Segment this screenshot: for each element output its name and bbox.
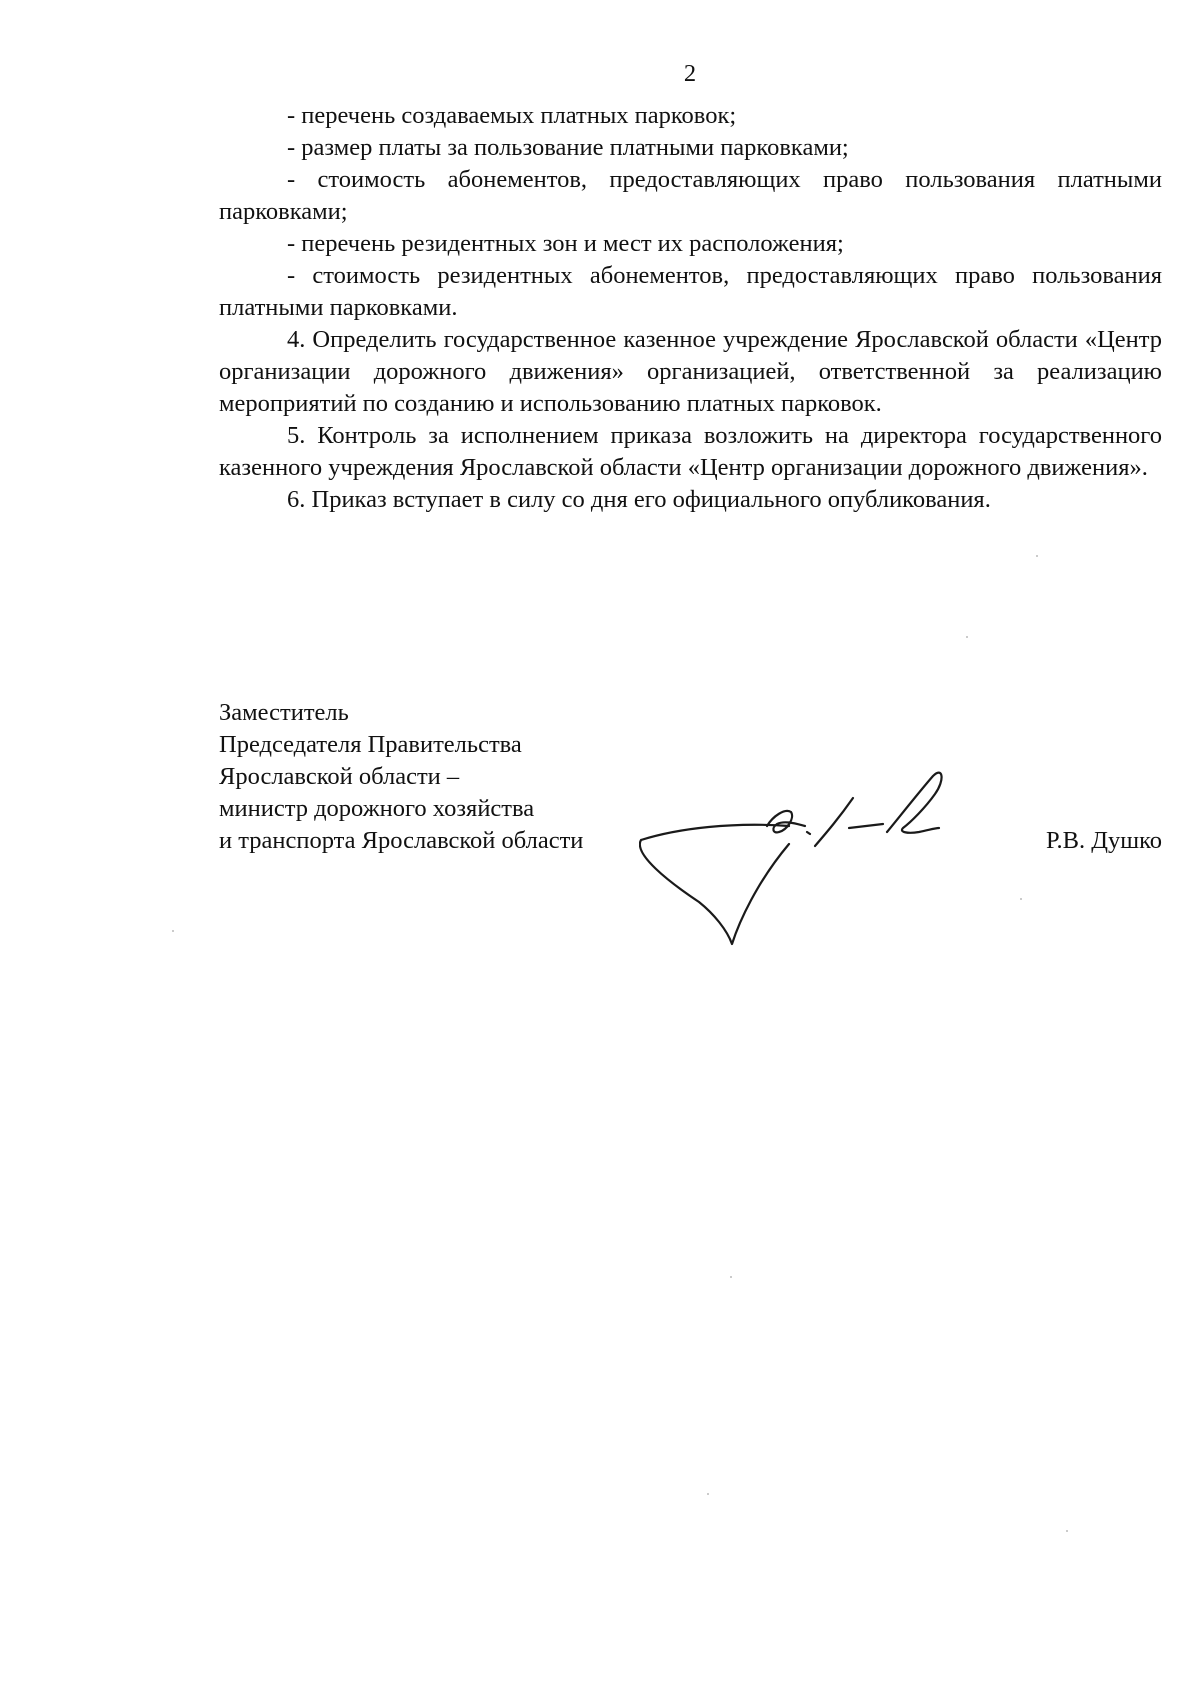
list-item-resident-subscription-cost: - стоимость резидентных абонементов, предоставляющих право пользования платными парковками.	[219, 262, 1162, 321]
signer-name: Р.В. Душко	[1045, 827, 1162, 854]
clause-5: 5. Контроль за исполнением приказа возложить на директора государственного казенного учреждения Ярославской области «Центр организации дорожного движения».	[219, 422, 1162, 481]
scan-speck	[172, 930, 174, 932]
scan-speck	[707, 1493, 709, 1495]
document-body	[219, 100, 1162, 516]
scan-speck	[966, 636, 968, 638]
list-item-resident-zones: - перечень резидентных зон и мест их расположения;	[287, 230, 844, 257]
list-item-subscription-cost: - стоимость абонементов, предоставляющих право пользования платными парковками;	[219, 166, 1162, 225]
list-item-parking-fee: - размер платы за пользование платными парковками;	[287, 134, 849, 161]
handwritten-signature	[639, 762, 969, 952]
list-item-paid-parking-list: - перечень создаваемых платных парковок;	[287, 102, 737, 129]
page-number: 2	[683, 60, 697, 87]
scan-speck	[1066, 1530, 1068, 1532]
scan-speck	[1020, 898, 1022, 900]
signer-position-line: Ярославской области –	[219, 763, 460, 790]
signer-position-line: Председателя Правительства	[219, 731, 522, 758]
scan-speck	[1036, 555, 1038, 557]
signer-position-line: министр дорожного хозяйства	[219, 795, 535, 822]
signature-block	[219, 697, 1162, 997]
signer-position-line: Заместитель	[219, 699, 349, 726]
signer-position-line: и транспорта Ярославской области	[219, 827, 584, 854]
scan-speck	[730, 1276, 732, 1278]
clause-4: 4. Определить государственное казенное учреждение Ярославской области «Центр организации дорожного движения» организацией, ответственной за реализацию мероприятий по созданию и использованию платных парковок.	[219, 326, 1162, 417]
clause-6: 6. Приказ вступает в силу со дня его официального опубликования.	[287, 486, 991, 513]
